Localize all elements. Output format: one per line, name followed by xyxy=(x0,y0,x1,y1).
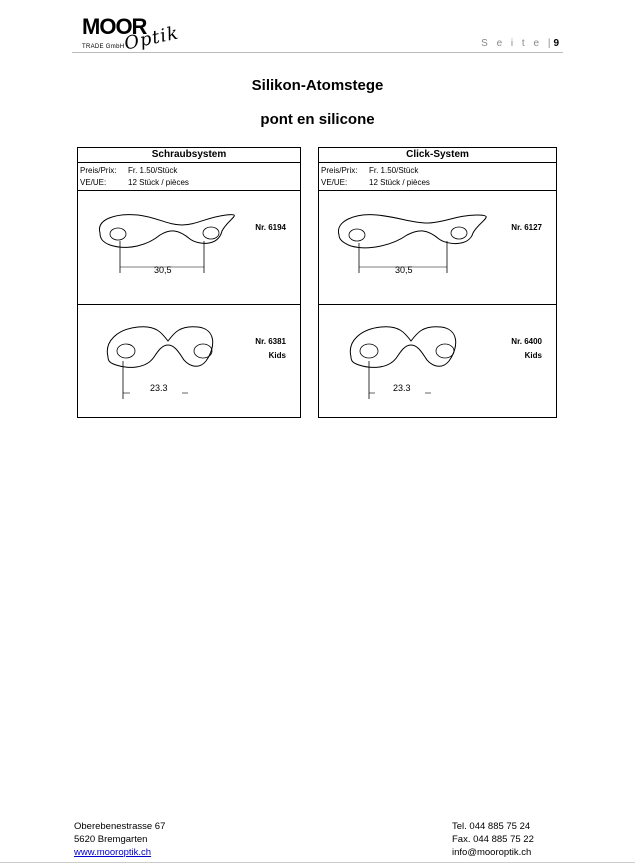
logo-sub-text: TRADE GmbH xyxy=(82,44,125,50)
page-number: S e i t e |9 xyxy=(481,38,559,49)
price-value: Fr. 1.50/Stück xyxy=(128,166,178,175)
footer-fax: Fax. 044 885 75 22 xyxy=(452,834,534,845)
footer-tel: Tel. 044 885 75 24 xyxy=(452,821,531,832)
price-info xyxy=(78,163,300,191)
footer-street: Oberebenestrasse 67 xyxy=(74,821,166,832)
price-info xyxy=(319,163,556,191)
footer-city: 5620 Bremgarten xyxy=(74,834,148,845)
nosepad-drawing-6127 xyxy=(319,191,554,305)
dimension-label: 23.3 xyxy=(150,383,168,393)
unit-value: 12 Stück / pièces xyxy=(369,178,430,187)
product-cell xyxy=(319,305,556,417)
product-cell xyxy=(78,305,300,417)
dimension-label: 23.3 xyxy=(393,383,411,393)
product-table-schraubsystem xyxy=(77,147,301,418)
title-german: Silikon-Atomstege xyxy=(251,77,384,94)
article-number-value: Nr. 6381 xyxy=(255,337,286,346)
company-logo xyxy=(80,12,190,54)
article-sub-label: Kids xyxy=(268,351,286,360)
article-number xyxy=(511,335,542,363)
product-table-click-system xyxy=(318,147,557,418)
title-french: pont en silicone xyxy=(260,111,375,128)
article-number: Nr. 6194 xyxy=(255,223,286,232)
nosepad-drawing-6194 xyxy=(78,191,298,305)
article-number xyxy=(255,335,286,363)
page-label: S e i t e xyxy=(481,38,543,49)
unit-label: VE/UE: xyxy=(80,178,107,187)
table-heading: Click-System xyxy=(319,148,556,163)
page-number-value: 9 xyxy=(553,38,559,49)
header-divider xyxy=(72,52,563,53)
logo-main-text: MOOR xyxy=(82,14,147,39)
dimension-label: 30,5 xyxy=(395,265,413,275)
article-number: Nr. 6127 xyxy=(511,223,542,232)
price-value: Fr. 1.50/Stück xyxy=(369,166,419,175)
price-label: Preis/Prix: xyxy=(80,166,117,175)
article-number-value: Nr. 6400 xyxy=(511,337,542,346)
article-sub-label: Kids xyxy=(524,351,542,360)
unit-value: 12 Stück / pièces xyxy=(128,178,189,187)
dimension-label: 30,5 xyxy=(154,265,172,275)
product-cell xyxy=(78,191,300,305)
footer-divider xyxy=(0,862,635,863)
price-label: Preis/Prix: xyxy=(321,166,358,175)
footer-email: info@mooroptik.ch xyxy=(452,847,532,858)
logo-script-text: Optik xyxy=(122,22,181,55)
footer-address xyxy=(74,820,165,859)
unit-label: VE/UE: xyxy=(321,178,348,187)
table-heading: Schraubsystem xyxy=(78,148,300,163)
footer-website-link[interactable]: www.mooroptik.ch xyxy=(74,847,152,858)
footer-contact xyxy=(452,820,534,859)
product-cell xyxy=(319,191,556,305)
